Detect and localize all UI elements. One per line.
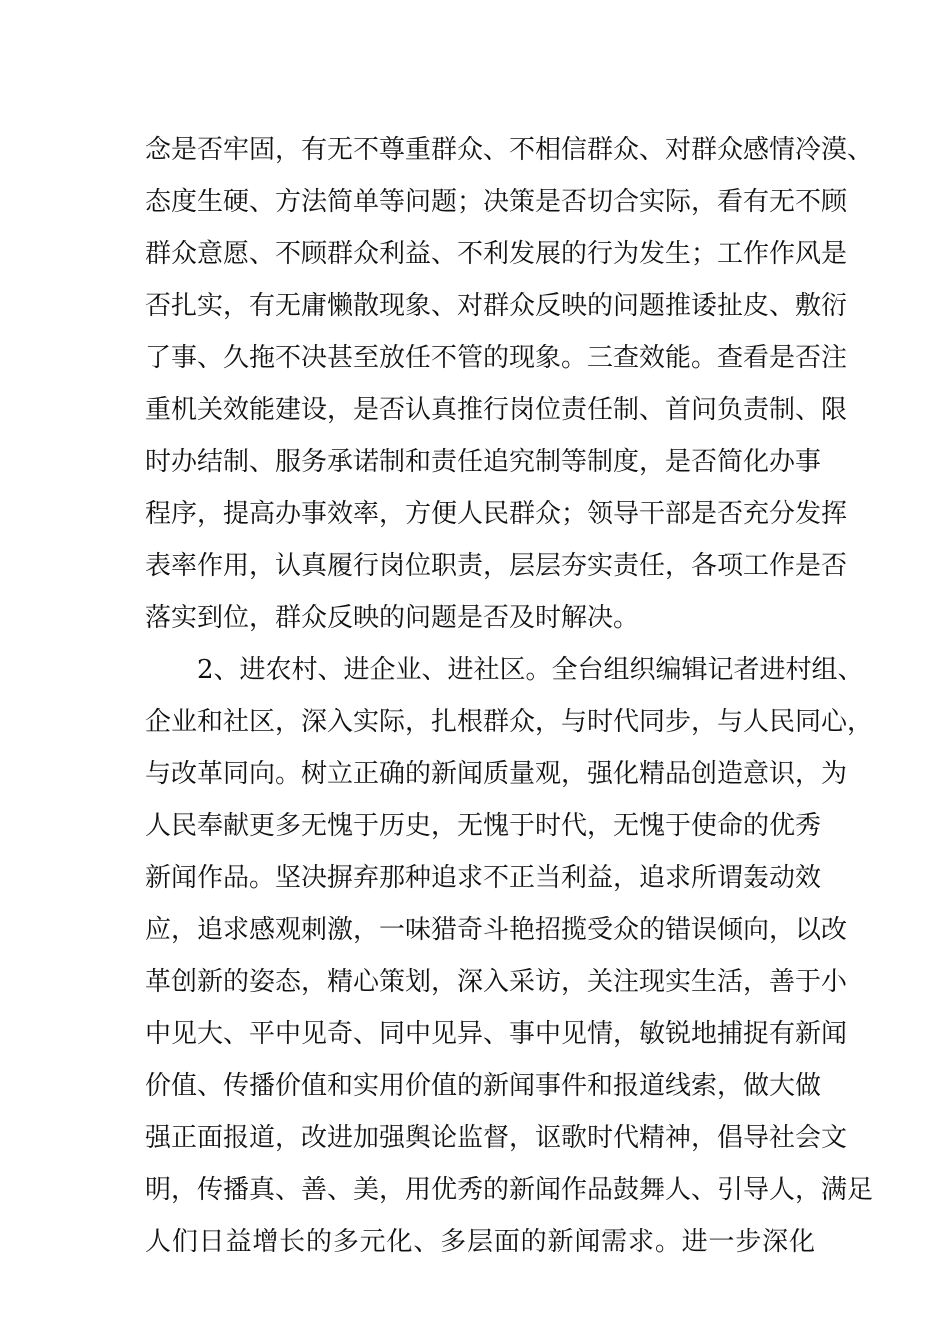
- text-line: 念是否牢固，有无不尊重群众、不相信群众、对群众感情冷漠、: [145, 135, 874, 165]
- text-line: 人民奉献更多无愧于历史，无愧于时代，无愧于使命的优秀: [145, 811, 822, 841]
- text-line: 明，传播真、善、美，用优秀的新闻作品鼓舞人、引导人，满足: [145, 1175, 874, 1205]
- text-line: 革创新的姿态，精心策划，深入采访，关注现实生活，善于小: [145, 967, 848, 997]
- text-line: 新闻作品。坚决摒弃那种追求不正当利益，追求所谓轰动效: [145, 863, 822, 893]
- text-line: 重机关效能建设，是否认真推行岗位责任制、首问负责制、限: [145, 395, 848, 425]
- text-line: 人们日益增长的多元化、多层面的新闻需求。进一步深化: [145, 1227, 815, 1257]
- text-line: 价值、传播价值和实用价值的新闻事件和报道线索，做大做: [145, 1071, 822, 1101]
- text-line: 中见大、平中见奇、同中见异、事中见情，敏锐地捕捉有新闻: [145, 1019, 848, 1049]
- paragraph-first-line: 2、进农村、进企业、进社区。全台组织编辑记者进村组、: [197, 655, 864, 685]
- text-line: 应，追求感观刺激，一味猎奇斗艳招揽受众的错误倾向，以改: [145, 915, 848, 945]
- text-line: 落实到位，群众反映的问题是否及时解决。: [145, 603, 640, 633]
- text-line: 表率作用，认真履行岗位职责，层层夯实责任，各项工作是否: [145, 551, 848, 581]
- text-line: 企业和社区，深入实际，扎根群众，与时代同步，与人民同心，: [145, 707, 874, 737]
- text-line: 程序，提高办事效率，方便人民群众；领导干部是否充分发挥: [145, 499, 848, 529]
- text-line: 群众意愿、不顾群众利益、不利发展的行为发生；工作作风是: [145, 239, 848, 269]
- text-line: 与改革同向。树立正确的新闻质量观，强化精品创造意识，为: [145, 759, 848, 789]
- text-line: 强正面报道，改进加强舆论监督，讴歌时代精神，倡导社会文: [145, 1123, 848, 1153]
- text-line: 了事、久拖不决甚至放任不管的现象。三查效能。查看是否注: [145, 343, 848, 373]
- text-line: 时办结制、服务承诺制和责任追究制等制度，是否简化办事: [145, 447, 822, 477]
- text-line: 否扎实，有无庸懒散现象、对群众反映的问题推诿扯皮、敷衍: [145, 291, 848, 321]
- text-line: 态度生硬、方法简单等问题；决策是否切合实际，看有无不顾: [145, 187, 848, 217]
